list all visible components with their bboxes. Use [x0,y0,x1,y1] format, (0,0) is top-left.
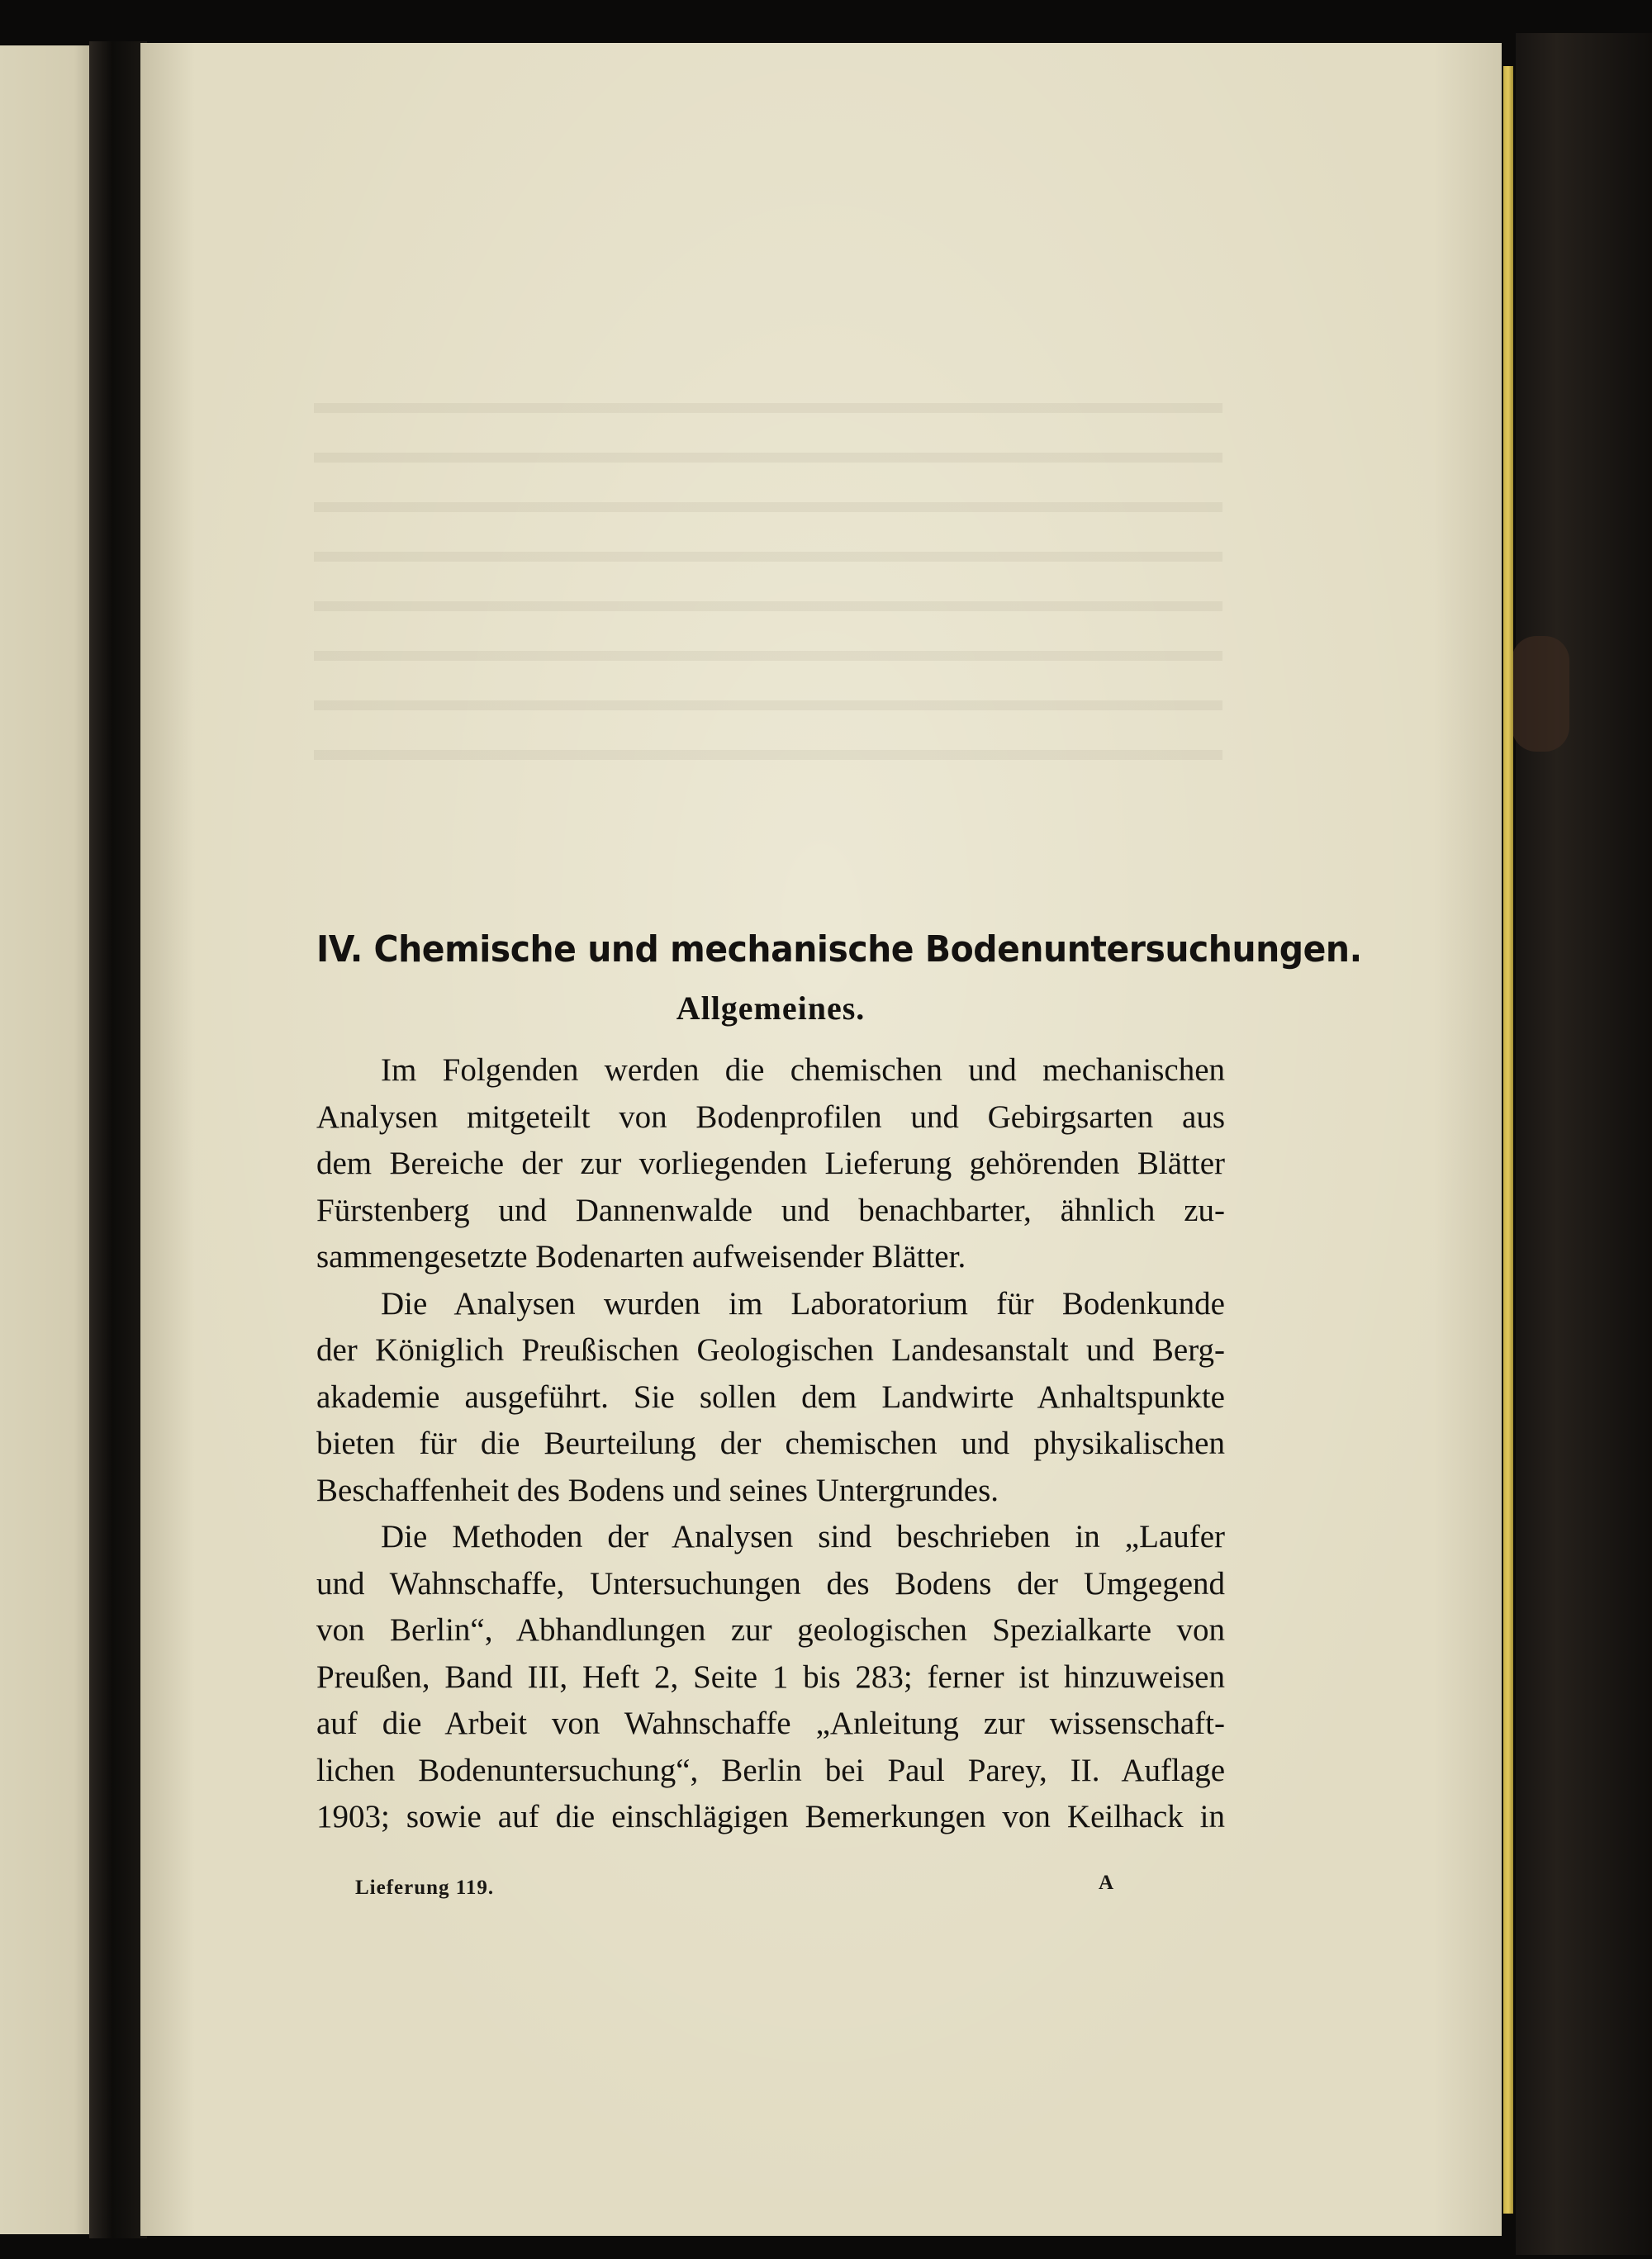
text-line: Analysen mitgeteilt von Bodenprofilen und Gebirgsarten aus [316,1099,1225,1135]
text-line: auf die Arbeit von Wahnschaffe „Anleitung zur wissenschaft- [316,1706,1225,1741]
page-edge [1503,66,1513,2214]
text-line: von Berlin“, Abhandlungen zur geologischen Spezialkarte von [316,1612,1225,1648]
book-cover [1516,33,1652,2255]
paragraph-3 [316,1514,1225,1841]
text-line: 1903; sowie auf die einschlägigen Bemerkungen von Keilhack in [316,1799,1225,1834]
text-line: Im Folgenden werden die chemischen und mechanischen [381,1052,1225,1088]
text-line: akademie ausgeführt. Sie sollen dem Landwirte Anhaltspunkte [316,1379,1225,1415]
facing-page [0,45,93,2234]
text-line: Fürstenberg und Dannenwalde und benachbarter, ähnlich zu- [316,1192,1225,1228]
text-line: bieten für die Beurteilung der chemischen und physikalischen [316,1426,1225,1461]
text-line: Die Analysen wurden im Laboratorium für Bodenkunde [381,1285,1225,1322]
book-gutter [89,41,147,2238]
chapter-heading: IV. Chemische und mechanische Bodenuntersuchungen. [316,928,1362,971]
signature-mark: A [1099,1872,1114,1894]
page-content [316,923,1362,1841]
text-line: Die Methoden der Analysen sind beschrieben in „Laufer [381,1519,1225,1554]
show-through-text [314,363,1222,793]
text-line: der Königlich Preußischen Geologischen Landesanstalt und Berg- [316,1332,1225,1368]
text-line: sammengesetzte Bodenarten aufweisender Blätter. [316,1239,966,1274]
text-line: lichen Bodenuntersuchung“, Berlin bei Paul Parey, II. Auflage [316,1752,1225,1788]
text-line: Preußen, Band III, Heft 2, Seite 1 bis 283; ferner ist hinzuweisen [316,1659,1225,1695]
text-line: Beschaffenheit des Bodens und seines Untergrundes. [316,1472,999,1508]
section-heading: Allgemeines. [676,989,866,1027]
cover-wear-mark [1512,636,1569,752]
text-line: dem Bereiche der zur vorliegenden Lieferung gehörenden Blätter [316,1146,1225,1181]
paragraph-2 [316,1281,1225,1515]
lieferung-label: Lieferung 119. [355,1877,495,1899]
text-line: und Wahnschaffe, Untersuchungen des Bodens der Umgegend [316,1565,1225,1602]
paragraph-1 [316,1047,1225,1281]
